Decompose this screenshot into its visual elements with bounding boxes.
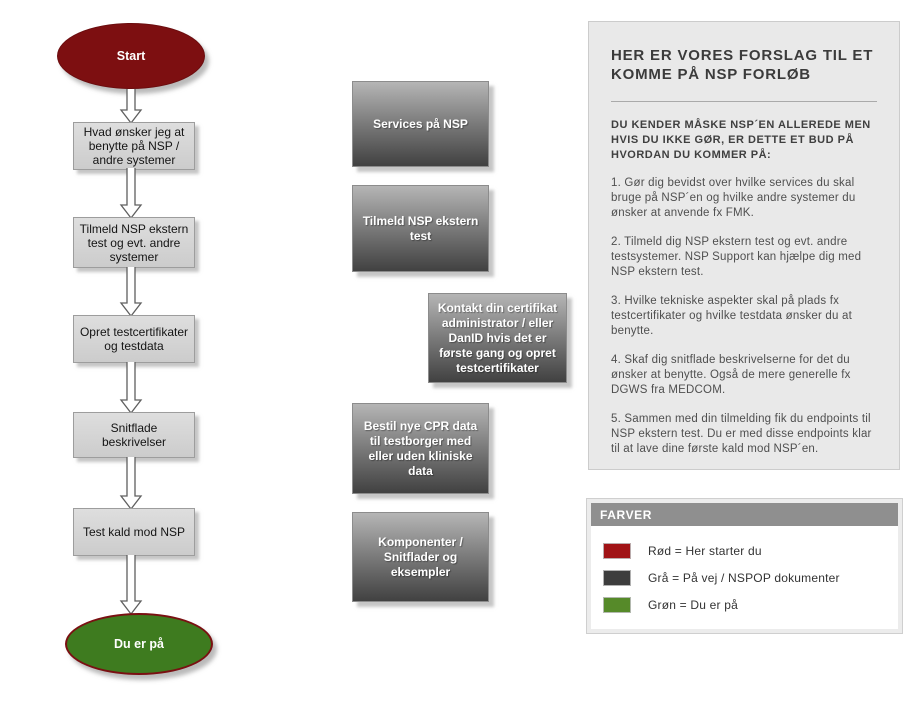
green-swatch (603, 597, 631, 613)
info-step-4: 4. Skaf dig snitflade beskrivelserne for det du ønsker at benytte. Også de mere generelle fx DGWS fra MEDCOM. (611, 354, 851, 396)
legend-label-gray: Grå = På vej / NSPOP dokumenter (648, 571, 840, 585)
flow-step-testcertifikater: Opret testcertifikater og testdata (73, 315, 195, 363)
doc-box-kontakt-certifikat: Kontakt din certifikat administrator / eller DanID hvis det er første gang og opret testcertifikater (428, 293, 567, 383)
flow-start-label: Start (116, 49, 146, 63)
gray-swatch (603, 570, 631, 586)
down-arrow-icon (118, 168, 144, 219)
doc-box-services: Services på NSP (352, 81, 489, 167)
flow-step-testkald: Test kald mod NSP (73, 508, 195, 556)
doc-box-tilmeld-test: Tilmeld NSP ekstern test (352, 185, 489, 272)
flow-end-node (65, 613, 213, 675)
info-panel (588, 21, 900, 470)
red-swatch (603, 543, 631, 559)
flow-start-node (57, 23, 205, 89)
flow-end-label: Du er på (113, 637, 164, 651)
flow-step-snitflade: Snitflade beskrivelser (73, 412, 195, 458)
info-step-2: 2. Tilmeld dig NSP ekstern test og evt. andre testsystemer. NSP Support kan hjælpe dig med NSP ekstern test. (611, 236, 862, 278)
legend-row-gray (603, 570, 898, 586)
divider (611, 101, 877, 102)
down-arrow-icon (118, 89, 144, 124)
legend-label-red: Rød = Her starter du (648, 544, 762, 558)
info-step-1: 1. Gør dig bevidst over hvilke services du skal bruge på NSP´en og hvilke andre systemer du ønsker at anvende fx FMK. (611, 177, 856, 219)
doc-box-komponenter: Komponenter / Snitflader og eksempler (352, 512, 489, 602)
legend-row-red (603, 543, 898, 559)
down-arrow-icon (118, 267, 144, 317)
legend-row-green (603, 597, 898, 613)
info-panel-title: HER ER VORES FORSLAG TIL ET KOMME PÅ NSP FORLØB (611, 47, 874, 83)
info-panel-subtitle: DU KENDER MÅSKE NSP´EN ALLEREDE MEN HVIS DU IKKE GØR, ER DETTE ET BUD PÅ HVORDAN DU KOMMER PÅ: (611, 119, 871, 161)
down-arrow-icon (118, 555, 144, 615)
down-arrow-icon (118, 457, 144, 510)
info-step-5: 5. Sammen med din tilmelding fik du endpoints til NSP ekstern test. Du er med disse endpoints klar til at lave dine første kald mod NSP´en. (611, 413, 872, 455)
legend-body (591, 526, 898, 629)
info-step-3: 3. Hvilke tekniske aspekter skal på plads fx testcertifikater og hvilke testdata ønsker du at benytte. (611, 295, 852, 337)
flow-step-tilmeld: Tilmeld NSP ekstern test og evt. andre systemer (73, 217, 195, 268)
legend-title: FARVER (600, 507, 653, 522)
color-legend (586, 498, 903, 634)
down-arrow-icon (118, 362, 144, 414)
legend-label-green: Grøn = Du er på (648, 598, 739, 612)
doc-box-cpr-data: Bestil nye CPR data til testborger med eller uden kliniske data (352, 403, 489, 494)
legend-header (591, 503, 898, 526)
flow-step-benytte: Hvad ønsker jeg at benytte på NSP / andre systemer (73, 122, 195, 170)
